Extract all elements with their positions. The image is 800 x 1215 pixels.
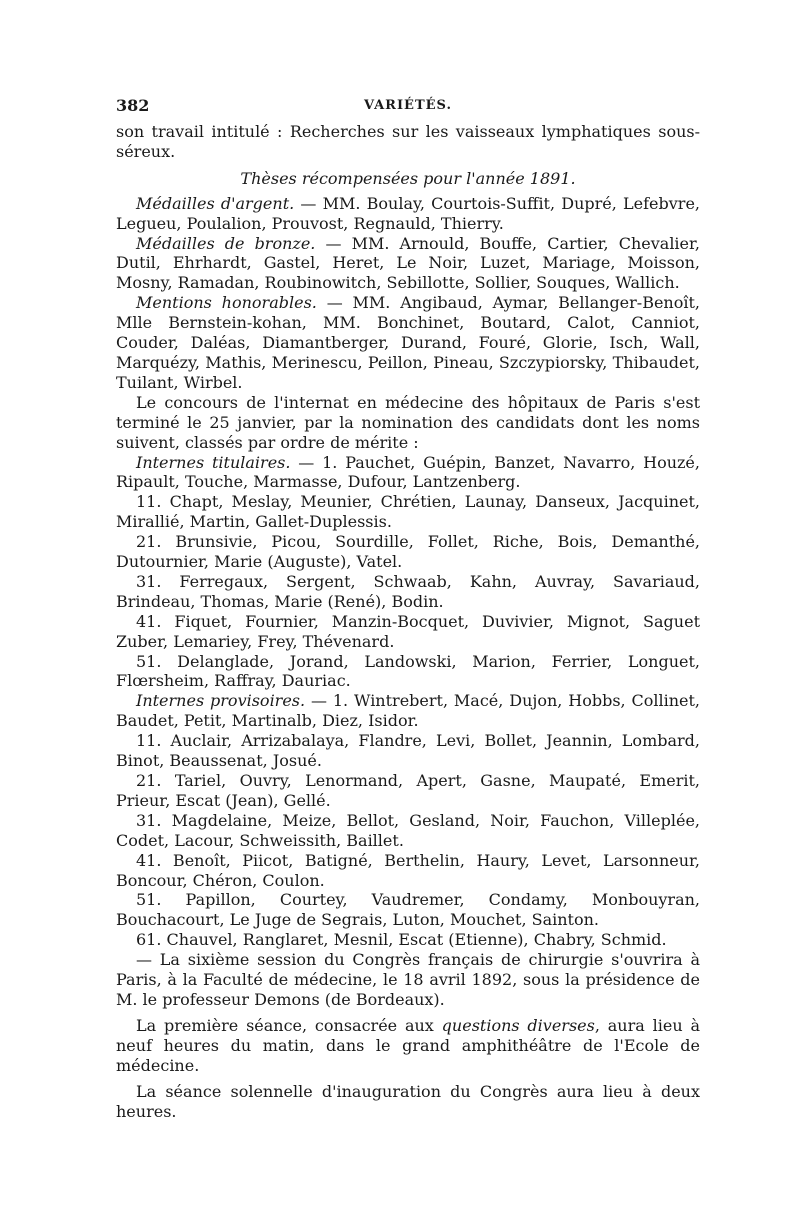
body-text — [116, 122, 700, 1121]
list-item: 51. Papillon, Courtey, Vaudremer, Condamy, Monbouyran, Bouchacourt, Le Juge de Segrais, Luton, Mouchet, Sainton. — [116, 890, 700, 930]
section-heading: Thèses récompensées pour l'année 1891. — [240, 168, 576, 188]
list-item: 51. Delanglade, Jorand, Landowski, Marion, Ferrier, Longuet, Flœrsheim, Raffray, Dauriac. — [116, 651, 700, 691]
running-head — [116, 96, 700, 122]
list-item: 31. Ferregaux, Sergent, Schwaab, Kahn, Auvray, Savariaud, Brindeau, Thomas, Marie (René), Bodin. — [116, 571, 700, 611]
list-item: 31. Magdelaine, Meize, Bellot, Gesland, Noir, Fauchon, Villeplée, Codet, Lacour, Schweissith, Baillet. — [116, 810, 700, 850]
paragraph-internes-titulaires: Internes titulaires. — 1. Pauchet, Guépin, Banzet, Navarro, Houzé, Ripault, Touche, Marmasse, Dufour, Lantzenberg. — [116, 452, 700, 492]
paragraph-intro: son travail intitulé : Recherches sur les vaisseaux lymphatiques sous-séreux. — [116, 122, 700, 161]
running-title: VARIÉTÉS. — [364, 98, 452, 113]
paragraph-congres: — La sixième session du Congrès français de chirurgie s'ouvrira à Paris, à la Faculté de médecine, le 18 avril 1892, sous la présidence de M. le professeur Demons (de Bordeaux). — [116, 950, 700, 1009]
list-item: 41. Benoît, Piicot, Batigné, Berthelin, Haury, Levet, Larsonneur, Boncour, Chéron, Coulon. — [116, 850, 700, 890]
paragraph-medailles-argent: Médailles d'argent. — MM. Boulay, Courtois-Suffit, Dupré, Lefebvre, Legueu, Poulalion, Prouvost, Regnauld, Thierry. — [116, 193, 701, 233]
paragraph-seance-solennelle: La séance solennelle d'inauguration du Congrès aura lieu à deux heures. — [116, 1081, 700, 1121]
list-item: 41. Fiquet, Fournier, Manzin-Bocquet, Duvivier, Mignot, Saguet Zuber, Lemariey, Frey, Thévenard. — [116, 611, 700, 651]
paragraph-premiere-seance: La première séance, consacrée aux questions diverses, aura lieu à neuf heures du matin, dans le grand amphithéâtre de l'Ecole de médecine. — [116, 1015, 701, 1075]
paragraph-internes-provisoires: Internes provisoires. — 1. Wintrebert, Macé, Dujon, Hobbs, Collinet, Baudet, Petit, Martinalb, Diez, Isidor. — [116, 691, 701, 731]
list-item: 11. Chapt, Meslay, Meunier, Chrétien, Launay, Danseux, Jacquinet, Mirallié, Martin, Gallet-Duplessis. — [116, 492, 700, 532]
list-item: 11. Auclair, Arrizabalaya, Flandre, Levi, Bollet, Jeannin, Lombard, Binot, Beaussenat, Josué. — [116, 731, 700, 771]
list-item: 21. Tariel, Ouvry, Lenormand, Apert, Gasne, Maupaté, Emerit, Prieur, Escat (Jean), Gellé. — [116, 771, 700, 810]
list-item: 21. Brunsivie, Picou, Sourdille, Follet, Riche, Bois, Demanthé, Dutournier, Marie (Auguste), Vatel. — [116, 532, 700, 572]
paragraph-medailles-bronze: Médailles de bronze. — MM. Arnould, Bouffe, Cartier, Chevalier, Dutil, Ehrhardt, Gastel, Heret, Le Noir, Luzet, Mariage, Moisson, Mosny, Ramadan, Roubinowitch, Sebillotte, Sollier, Souques, Wallich. — [116, 233, 700, 293]
page-number: 382 — [116, 96, 150, 115]
paragraph-mentions: Mentions honorables. — MM. Angibaud, Aymar, Bellanger-Benoît, Mlle Bernstein-kohan, MM. Bonchinet, Boutard, Calot, Canniot, Couder, Daléas, Diamantberger, Durand, Fouré, Glorie, Isch, Wall, Marquézy, Mathis, Merinescu, Peillon, Pineau, Szczypiorsky, Thibaudet, Tuilant, Wirbel. — [116, 293, 700, 392]
paragraph-concours: Le concours de l'internat en médecine des hôpitaux de Paris s'est terminé le 25 janvier, par la nomination des candidats dont les noms suivent, classés par ordre de mérite : — [116, 392, 700, 452]
list-item: 61. Chauvel, Ranglaret, Mesnil, Escat (Etienne), Chabry, Schmid. — [136, 930, 667, 950]
